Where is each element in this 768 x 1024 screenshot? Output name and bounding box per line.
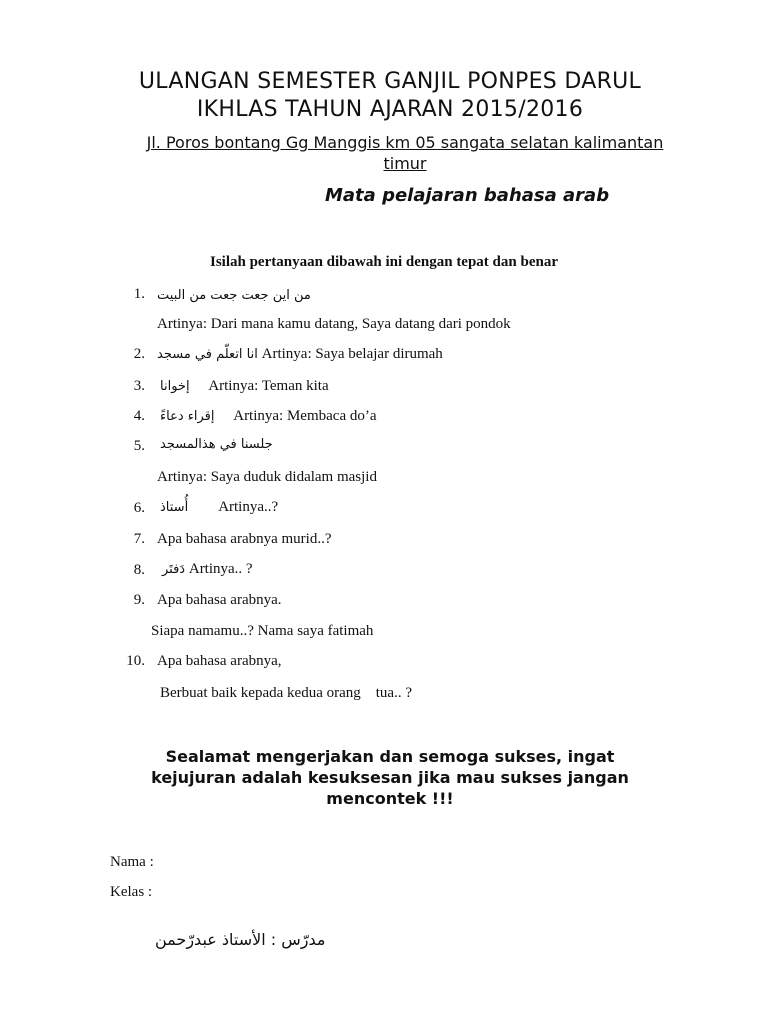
instruction-text: Isilah pertanyaan dibawah ini dengan tepat dan benar <box>209 254 558 270</box>
question-4 <box>160 408 377 425</box>
question-number: 5. <box>133 438 145 454</box>
address-line-1: Jl. Poros bontang Gg Manggis km 05 sangata selatan kalimantan <box>146 133 664 152</box>
question-number: 4. <box>133 408 145 424</box>
question-text: Artinya..? <box>218 499 279 515</box>
title-line-2: IKHLAS TAHUN AJARAN 2015/2016 <box>196 97 584 122</box>
question-1 <box>157 287 311 304</box>
subject-title: Mata pelajaran bahasa arab <box>325 185 610 206</box>
address-line-2: timur <box>383 154 427 173</box>
arabic-text: جلسنا في هذالمسجد <box>160 437 273 452</box>
arabic-text: أُستاذ <box>160 500 189 515</box>
teacher-name: مدرّس : الأستاذ عبدرّحمن <box>155 930 326 949</box>
question-number: 1. <box>133 286 145 302</box>
question-9: Apa bahasa arabnya. <box>157 592 282 608</box>
arabic-text: دَفتَر <box>162 562 186 577</box>
name-field-label: Nama : <box>110 854 154 870</box>
arabic-text: انا اتعلّم في مسجد <box>157 347 258 362</box>
question-number: 10. <box>126 653 145 669</box>
question-5-translation: Artinya: Saya duduk didalam masjid <box>157 469 377 485</box>
arabic-text: من اين جعت جعت من البيت <box>157 288 311 303</box>
question-number: 7. <box>133 531 145 547</box>
arabic-text: إخوانا <box>160 379 190 394</box>
question-6 <box>160 499 278 516</box>
question-number: 9. <box>133 592 145 608</box>
closing-line-2: kejujuran adalah kesuksesan jika mau sukses jangan <box>151 768 629 787</box>
question-text: Artinya: Membaca do’a <box>233 408 377 424</box>
question-number: 2. <box>133 346 145 362</box>
question-3 <box>160 378 329 395</box>
question-7: Apa bahasa arabnya murid..? <box>157 531 332 547</box>
question-text: Artinya.. ? <box>188 561 253 577</box>
school-address <box>80 132 730 174</box>
question-8 <box>162 561 253 578</box>
question-text: Artinya: Teman kita <box>208 378 329 394</box>
class-field-label: Kelas : <box>110 884 153 900</box>
question-number: 8. <box>133 562 145 578</box>
question-number: 6. <box>133 500 145 516</box>
question-10-sentence: Berbuat baik kepada kedua orang tua.. ? <box>160 685 412 701</box>
exam-title <box>60 68 720 124</box>
question-10: Apa bahasa arabnya, <box>157 653 282 669</box>
question-5 <box>160 436 273 453</box>
question-text: Artinya: Saya belajar dirumah <box>261 346 443 362</box>
arabic-text: إقراء دعاءً <box>160 409 215 424</box>
question-9-sentence: Siapa namamu..? Nama saya fatimah <box>151 623 374 639</box>
question-number: 3. <box>133 378 145 394</box>
title-line-1: ULANGAN SEMESTER GANJIL PONPES DARUL <box>138 69 642 94</box>
closing-line-1: Sealamat mengerjakan dan semoga sukses, ingat <box>165 747 615 766</box>
closing-line-3: mencontek !!! <box>326 789 454 808</box>
question-1-translation: Artinya: Dari mana kamu datang, Saya datang dari pondok <box>157 316 511 332</box>
closing-message <box>110 746 670 809</box>
question-2 <box>157 346 443 363</box>
